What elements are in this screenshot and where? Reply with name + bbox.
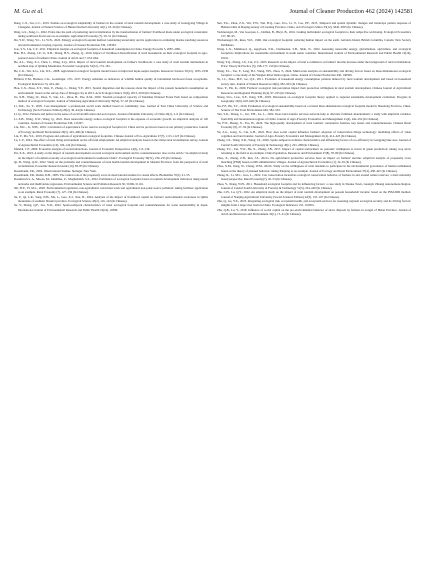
reference-entry[interactable]: He, C.K., Wu, X.G., Liu, W.L., 2008. Agricultural ecological footprint model based on improved input-output analysis. Resources Science 30(12), 1933–1939 (In Chinese).: [14, 68, 208, 78]
reference-entry[interactable]: Rozumowicz, A., Moosa, M., Idealibus, Z., Moghaddam, S.S., 2022. Estimation of ecological footprint based on tourism development indicators using neural networks and multivariate regression. Environmental Science and Pollution Research 30, 51096–51116.: [14, 177, 208, 186]
reference-entry[interactable]: Zhao, X., Zhang, Z.H., Ren, J.Z., 2021a. Do agricultural productive services have an impact on farmers' income: empirical analysis of propensity score matching (PSM) based on 600 administrative villages. Journal of Agrotechnical Economics (1), 32–45 (In Chinese).: [217, 155, 411, 164]
reference-entry[interactable]: Yu, Z.G., Gong, X., Cui, G.H., 2022. How does social capital influence farmers' adoption of conservation tillage technology: mediating effects of value cognition and land transfer. Journal of Agro-Forestry Economics and Management 21(4), 414–423 (In Chinese).: [217, 129, 411, 138]
reference-columns: [14, 21, 413, 216]
reference-entry[interactable]: Xiao, Y., Yin, K., 2020. Farmers' ecological risk perception impact their protection willingness in rural tourism development. Chinese Journal of Agricultural Resources and Regional Planning 41(4), 97–105 (In Chinese).: [217, 86, 411, 95]
reference-entry[interactable]: Han, H.J., Zhang, J.P., Li, X.B., Zhang, H.Y., Zheng, Q., 2019. Impact of livelihood diversification of rural households on their ecological footprint in agro-pastoral areas of northern China. Journal of Arid Land 7, 653–664.: [14, 51, 208, 60]
reference-entry[interactable]: Su, F., Qi, L.R., Song, N.H., Ma, L., Guo, X.J., Xue, B., 2024. Analysis of the impact of livelihood capital on farmers' environmental awareness in Qinba mountains of southern Shaanxi province. Ecological Science 43(2), 116–122 (In Chinese).: [14, 194, 208, 204]
reference-entry[interactable]: Sun, Y.G., Zhou, Z.X., Wu, Y.W., Wei, B.Q., Guo, X.G., Li, Y., Cao, P.F., 2013. Temporal and spatial dynamic changes and landscape pattern response of Hemerocallis in Daqing estuary of Liaoning Province, China. Acta Ecologica Sinica 33(12), 3645–3655 (In Chinese).: [217, 21, 411, 30]
reference-entry[interactable]: Zhou, Y., Xiang, W.H., 2011. Household ecological footprint and its influencing factors: a case study in Shaoke Town, Guangxi Zhuang Autonomous Region. Journal of Central South University of Forestry & Technology 31(5), 234–240 (In Chinese).: [217, 181, 411, 191]
reference-entry[interactable]: Li, X.B., Wang, X.W., Wang, Q., 2022. Does renewable energy reduce ecological footprint at the expense of economic growth: an empirical analysis of 120 countries. Journal of Cleaner Production 346, 131207.: [14, 116, 208, 125]
reference-entry[interactable]: Mandal, C.F., 2000. Economic analysis of social interactions. Journal of Economic Perspectives 14(3), 115–136.: [14, 146, 151, 151]
reference-entry[interactable]: Li, Q., 2012. Patterns and justice in the sense of social stratification and social space. Journal of Renmin University of China 26(1), 2–9 (In Chinese).: [14, 112, 195, 117]
reference-entry[interactable]: Wang, L.X., Mahmood, Q., Ageyboen, E.R., Chamsenan, S.B., Shah, N., 2022. Assessing renewable energy, globalization, agriculture, and ecological footprints: implications for sustainable environment in south Asian countries. International Journal of Environmental Research and Public Health 19(16), 10161.: [217, 47, 411, 60]
reference-column-left: [14, 21, 208, 216]
reference-entry[interactable]: Yu, F.W., Huang, X., Yao, H., 2020. The high-quality development of rural tourism: connotative features, key issues and countermeasures. Chinese Rural Economy (8), 27–39 (In Chinese).: [217, 120, 411, 130]
reference-entry[interactable]: Zheng, R., Li, M.C., Guo, L., 2022. Can conservation incentives ecological conservation behavior of farmers in and around nature reserves: a dual rationality based perspective. Rural Economy(7), 45–53 (In Chinese).: [217, 173, 411, 182]
reference-entry[interactable]: Su, Y., Zhang, Q.F., Liu, X.D., 2022. Spatio-temporal characteristics of water ecological footprint and countermeasures for water sustainability in Japan. International Journal of Environmental Research and Public Health 19(16), 10380.: [14, 203, 208, 212]
reference-entry[interactable]: Wackernagel, M., Rees, W.E., 1996. Our ecological footprint: reducing human impact on the earth. Gabriola Island, British Columbia, Canada: New Society Publishers.: [217, 38, 411, 47]
reference-entry[interactable]: Gao, S.Y., Liu, C.Y., 2011. Empirical analysis on ecological footprint of household consumption in China. Energy Procedia 5, 2087–2091.: [14, 47, 182, 52]
reference-entry[interactable]: Xiong, D.G., Liao, X.F., Jiang, Y.H., 2003. Discussion on ecological footprint theory applied to regional sustainable development evaluation. Progress in Geography 22(6), 618–626 (In Chinese).: [217, 94, 411, 104]
reference-entry[interactable]: Rosenbaum, P.R., 2002. Observational Studies. Springer, New York.: [14, 168, 97, 173]
reference-entry[interactable]: Vacklernagal, M., Van Goorpen, L., Deltlen, B., Bleyt, B., 2016. Linking individuals' ecological footprint to their subjective well-being. Ecological Economics 127, 80–95.: [217, 29, 411, 39]
page-header: [14, 8, 413, 17]
reference-entry[interactable]: Ding, G.S., Jiang, C., 2022. Probe into the path of promoting rural revitalization by the transformation of farmers' livelihood mode under ecological constraints: taking southwest Karst area as an example. Agricultural Economy (7), 50–51 (In Chinese).: [14, 29, 208, 39]
reference-entry[interactable]: Rosenbaum, P.R., Rubin, D.B., 1983. The central role of the propensity score in observational studies for causal effects. Biometrika 70(1), 41–55.: [14, 173, 191, 178]
reference-entry[interactable]: Wang, Y.Q., Zhang, J.X., Liu, Z.T., 2023. Research on the impact of rural e-commerce on farmers' income increase under the background of rural revitalization. Price: Theory & Practice (5), 198–177, 210 (In Chinese).: [217, 60, 411, 69]
reference-entry[interactable]: Pei, X.X., 2023. A study on the impact of tourism development on rural ecological environment and its countermeasures: also on the article "an empirical study on the impact of tourism economy on ecological environment in southwest China". Ecological Economy 39(31), 230–233 (In Chinese).: [14, 151, 208, 160]
reference-column-right: [217, 21, 411, 216]
reference-entry[interactable]: Zhao, X.M., Jiang, W., Cheng, W.M., 2021b. Study on the willingness of rural residents to participate in the environmental governance of human settlements based on the theory of planned behavior: taking Xinjiang as an example. Journal of Ecology and Rural Environment 37(4), 438–447 (In Chinese).: [217, 164, 411, 173]
reference-entry[interactable]: Zhu, Q.B., Lu, Y., 2018. Influence of social capital on the pro-environmental behavior of straw disposal by farmers in Longxi of Hebei Province. Journal of Arid Land Resources and Environment 32(1), 15–21 (In Chinese).: [217, 207, 411, 217]
reference-entry[interactable]: Liu, M.C., Li, W.H., 2010. Calculation of equivalence factor used in ecological footprint for China and its provinces based on net primary production. Journal of Ecology and Rural Environment 26(5), 401–406 (In Chinese).: [14, 125, 208, 134]
reference-entry[interactable]: Zhang, J.X., Wang, X.R., Wang, J.S., 2020. Spatio-temporal evolution characteristics and influencing factors of eco-efficiency in Gongping lake area. Journal of Central South University of Forestry & Technology 40(1), 201–208 (In Chinese).: [217, 138, 411, 147]
reference-entry[interactable]: Xu, F.F., Hu, Y.C., 2019. Evaluation of ecological sustainability based on a revised three-dimensional ecological footprint model in Shandong Province, China. Science of The Total Environment 649, 582–591.: [217, 103, 411, 112]
reference-entry[interactable]: Lu, C.Y., 2024. The effect of rural living environment on the off-farm employment: An empirical analysis based on the China rural revitalization survey. Journal of Agrotechnical Economics (10), 106–124 (In Chinese).: [14, 138, 208, 147]
reference-entry[interactable]: Hilliard, E.M., Hudson, C.K., Goetzinger, J.W., 2017. Energy subsidies as indicators of wildlife habitat quality in bottomland hardwood forest ecosystems. Ecological Indicators 74, 434–441.: [14, 77, 208, 86]
reference-entry[interactable]: Wang, E.L., Tao, F., Leng, H.J., Wang, Y.H., Zhou, T., 2024. Multi-scale analysis on sustainability and driving factors based on three-dimensional ecological footprint: a case study of the Yangtze River Delta region, China. Journal of Cleaner Production 436, 140506.: [217, 68, 411, 78]
reference-entry[interactable]: He, A.L., Yang, X.J., Chen, J., Wang, Z.Q., 2014. Impact of rural tourism development on farmer's livelihoods: a case study of rural tourism destinations in northern slop of Qinling Mountains. Economic Geography 34(12), 174–181.: [14, 60, 208, 69]
reference-entry[interactable]: Deng, C.X., Liu, C.C., 2019. Studies on ecological adaptability of farmers in the context of rural tourism development: a case study of Guangyang Village in Changsha. Journal of Natural Science of Hunan Normal University 42(1), 18–26 (In Chinese).: [14, 21, 208, 30]
reference-entry[interactable]: Yan, S.K., Zhang, C., Liu, Y.H., Lu, L., 2022. Does land transfer services network help to alleviate farmland abandonment: a study with empirical evidence from hilly and mountainous regions of China. Journal of Agro-Forestry Economics and Management 21(4), 442–452 (In Chinese).: [217, 112, 411, 121]
reference-entry[interactable]: Liu, Y., Ma, Y.Z., 2019. Progress and outlook of agricultural ecological footprints. Chinese Journal of Eco-Agriculture 27(7), 1115–1123 (In Chinese).: [14, 133, 196, 138]
reference-entry[interactable]: Hou, C.X., Zhou, X.Y., Wen, Y., Zhang, L., Zhang, Y.Y., 2015. Spatial disparities and the reasons about the impact of the present household consumption on environment: based on the survey data of Zhangpi city in 2013. Acta Ecologica Sinica 35(6), 2013–2019 (In Chinese).: [14, 86, 208, 95]
reference-entry[interactable]: Xi, J.C., Zhao, M.F., Ge, Q.S., 2011. Evolution of household energy consumption patterns induced by rural tourism development and based on household survey data. Journal of Natural Resources 26(6), 981–991 (In Chinese).: [217, 77, 411, 86]
running-journal: Journal of Cleaner Production 462 (2024) 142581: [289, 8, 413, 15]
reference-entry[interactable]: Shi, H.Y., Yi, M.L., 2020. Environmental regulation, non-agricultural concurrent work and agricultural non-point source pollution: taking fertilizer application as an example. Rural Economy (7), 127–136 (In Chinese).: [14, 186, 208, 195]
reference-entry[interactable]: Zhu, Q., Ge, Y.X., 2023. Integrating ecological risk, ecosystem health, and ecosystem services for assessing regional ecological security and its driving factors: insights from a large river basin in China. Ecological Indicators 155, 110954.: [217, 199, 411, 208]
reference-entry[interactable]: Jia, X.H., Wang, W., Zhou, Y., Sun, L.L., Zhou, H., Yue, X.M., 2020. Tourism ecological capacity of Taizishan National Forest Park based on composition method of ecological footprint. Journal of Shandong Agricultural University 39(54), 57–63 (In Chinese).: [14, 94, 208, 104]
reference-entry[interactable]: Li, D.R., Jia, Y., 2005. Cost management: a professional social work method based on community case. Journal of East China University of Science and Technology (Social Science Edition) 20(2), 39–44 (In Chinese).: [14, 103, 208, 112]
reference-entry[interactable]: Du, Y.W., Wang, Y.C., Li, W.N., 2022. Emergy ecological footprint method considering uncertainty and its application in evaluating marine ranching resources and environmental carrying capacity. Journal of Cleaner Production 336, 130363.: [14, 38, 208, 47]
reference-entry[interactable]: Qi, H., Wang, Q.W., 2022. Study on the problems and countermeasures of rural health tourism development in Shaanxi Province: from the perspective of rural revitalization. Economic Research Guide (10), 83–85 (In Chinese).: [14, 160, 208, 169]
running-authors: M. Gu et al.: [14, 8, 44, 15]
reference-entry[interactable]: Zhang, Y.C., Tan, Y.W., He, X., Zhang, J.B., 2017. Impact of capital endowment on peasants' willingness to invest in green production: taking crop straw returning to the field as an example. China Population, Resources and Environment 27(8), 78–89 (In Chinese).: [217, 146, 411, 156]
reference-entry[interactable]: Zhu, C.H., Lu, Q.Y., 2022. An empirical study on the impact of rural tourism development on peasant households' income: based on the PSM-DID method. Journal of Nanjing Agricultural University (Social Sciences Edition) 22(3), 155–167 (In Chinese).: [217, 190, 411, 199]
